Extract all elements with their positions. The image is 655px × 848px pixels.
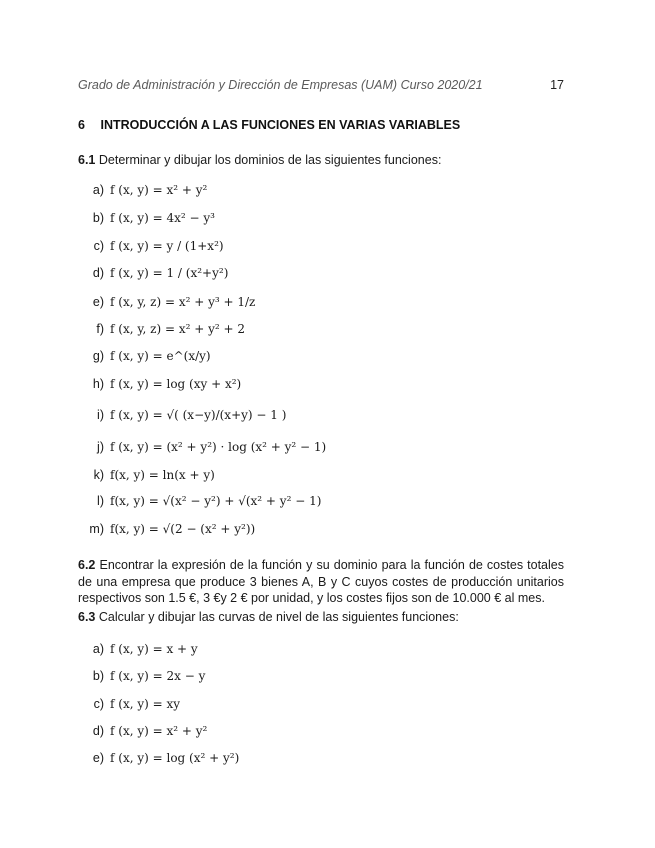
- list-item: [78, 322, 245, 342]
- list-item: [78, 295, 255, 315]
- item-formula: f (x, y) = log (xy + x²): [110, 377, 242, 391]
- list-item: [78, 494, 321, 514]
- header-title: Grado de Administración y Dirección de Empresas (UAM) Curso 2020/21: [78, 78, 483, 92]
- list-item: [78, 751, 239, 771]
- item-label: c): [93, 239, 104, 253]
- list-item: [78, 522, 255, 542]
- list-item: [78, 211, 215, 231]
- item-label: l): [97, 494, 104, 508]
- item-formula: f (x, y, z) = x² + y² + 2: [110, 322, 246, 336]
- item-label: b): [92, 211, 104, 225]
- item-formula: f (x, y) = e^(x/y): [110, 349, 211, 363]
- item-label: i): [97, 408, 104, 422]
- list-item: [78, 642, 198, 662]
- item-formula: f(x, y) = √(x² − y²) + √(x² + y² − 1): [110, 494, 322, 508]
- item-formula: f(x, y) = √(2 − (x² + y²)): [110, 522, 256, 536]
- section-heading: [78, 118, 460, 132]
- item-label: e): [92, 295, 104, 309]
- exercise-number: 6.1: [78, 153, 96, 167]
- list-item: [78, 724, 207, 744]
- list-item: [78, 468, 215, 488]
- list-item: [78, 266, 228, 286]
- item-label: g): [92, 349, 104, 363]
- page-number: 17: [550, 78, 564, 92]
- list-item: [78, 349, 211, 369]
- exercise-number: 6.3: [78, 610, 96, 624]
- item-formula: f (x, y) = xy: [110, 697, 181, 711]
- list-item: [78, 669, 205, 689]
- item-label: m): [89, 522, 104, 536]
- item-formula: f (x, y) = y / (1+x²): [110, 239, 224, 253]
- list-item: [78, 239, 224, 259]
- exercise-statement: Calcular y dibujar las curvas de nivel de las siguientes funciones:: [98, 610, 459, 624]
- exercise-statement: Encontrar la expresión de la función y su dominio para la función de costes totales de una empresa que produce 3 bienes A, B y C cuyos costes de producción unitarios respectivos son 1.5 €, 3 €y 2 € por unidad, y los costes fijos son de 10.000 € al mes.: [78, 558, 564, 605]
- item-formula: f(x, y) = ln(x + y): [110, 468, 215, 482]
- exercise-6-3-heading: [78, 610, 459, 624]
- exercise-6-1-heading: [78, 153, 441, 167]
- exercise-number: 6.2: [78, 558, 96, 572]
- list-item: [78, 440, 326, 460]
- item-formula: f (x, y) = x² + y²: [110, 183, 208, 197]
- item-formula: f (x, y) = 4x² − y³: [110, 211, 215, 225]
- item-formula: f (x, y) = 2x − y: [110, 669, 206, 683]
- item-formula: f (x, y) = x + y: [110, 642, 198, 656]
- section-title: INTRODUCCIÓN A LAS FUNCIONES EN VARIAS VARIABLES: [100, 118, 461, 132]
- item-label: k): [93, 468, 104, 482]
- running-header: [78, 78, 564, 92]
- item-label: h): [92, 377, 104, 391]
- item-formula: f (x, y, z) = x² + y³ + 1/z: [110, 295, 256, 309]
- item-label: d): [92, 724, 104, 738]
- item-label: a): [92, 642, 104, 656]
- list-item: [78, 408, 286, 428]
- exercise-statement: Determinar y dibujar los dominios de las siguientes funciones:: [98, 153, 442, 167]
- item-formula: f (x, y) = log (x² + y²): [110, 751, 240, 765]
- item-label: c): [93, 697, 104, 711]
- item-label: f): [96, 322, 104, 336]
- exercise-6-2: [78, 557, 564, 607]
- item-formula: f (x, y) = x² + y²: [110, 724, 208, 738]
- list-item: [78, 377, 241, 397]
- item-label: e): [92, 751, 104, 765]
- item-label: j): [97, 440, 104, 454]
- item-formula: f (x, y) = (x² + y²) · log (x² + y² − 1): [110, 440, 327, 454]
- item-label: b): [92, 669, 104, 683]
- list-item: [78, 697, 180, 717]
- item-label: d): [92, 266, 104, 280]
- list-item: [78, 183, 207, 203]
- item-label: a): [92, 183, 104, 197]
- section-number: 6: [78, 118, 85, 132]
- item-formula: f (x, y) = √( (x−y)/(x+y) − 1 ): [110, 408, 287, 422]
- item-formula: f (x, y) = 1 / (x²+y²): [110, 266, 229, 280]
